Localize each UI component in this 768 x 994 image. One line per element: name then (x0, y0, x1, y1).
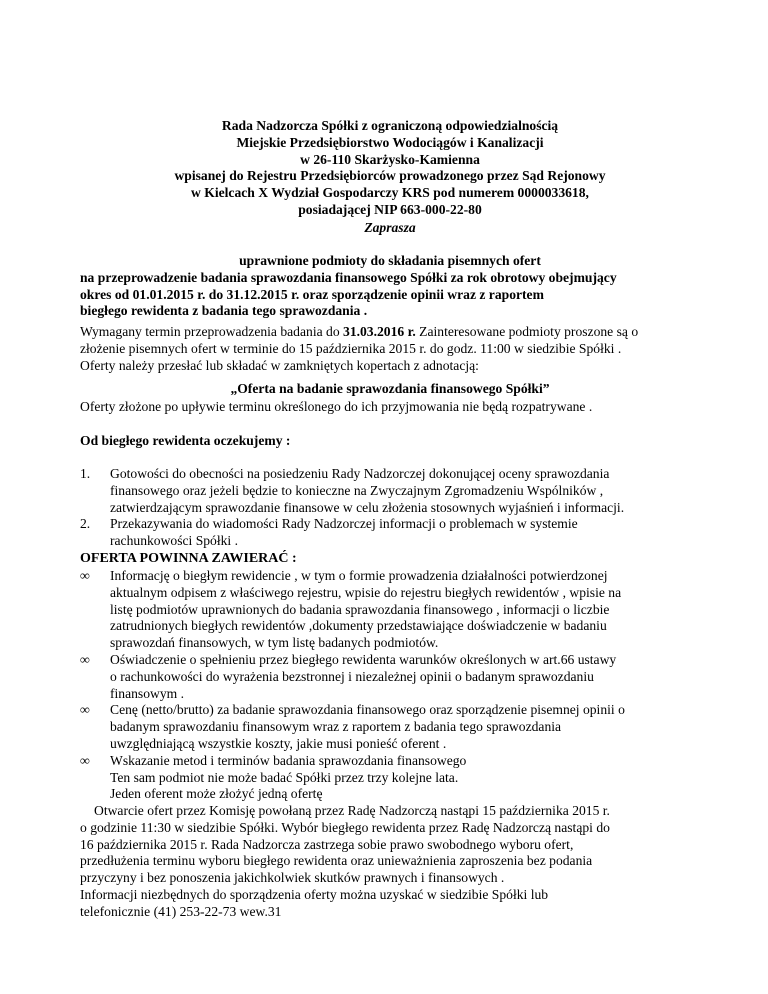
issuer-header (80, 118, 700, 219)
infinity-bullet-icon: ∞ (80, 752, 90, 768)
list-line: Przekazywania do wiadomości Rady Nadzorczej informacji o problemach w systemie (110, 516, 578, 532)
invite-line: uprawnione podmioty do składania pisemnych ofert (239, 253, 541, 268)
list-line: uwzględniającą wszystkie koszty, jakie musi ponieść oferent . (110, 735, 447, 751)
deadline-line: Oferty należy przesłać lub składać w zamkniętych kopertach z adnotacją: (80, 357, 479, 373)
deadline-text: Wymagany termin przeprowadzenia badania do (80, 324, 344, 339)
closing-line: przyczyny i bez ponoszenia jakichkolwiek skutków prawnych i finansowych . (80, 870, 505, 886)
list-line: zatwierdzającym sprawozdanie finansowe w celu złożenia stosownych wyjaśnień i informacji. (110, 499, 625, 515)
invites-label: Zaprasza (364, 220, 416, 235)
infinity-bullet-icon: ∞ (80, 702, 90, 718)
list-line: Cenę (netto/brutto) za badanie sprawozdania finansowego oraz sporządzenie pisemnej opinii o (110, 702, 625, 718)
list-line: listę podmiotów uprawnionych do badania sprawozdania finansowego , informacji o liczbie (110, 601, 610, 617)
offer-requirements-list (80, 568, 700, 803)
expectations-heading: Od biegłego rewidenta oczekujemy : (80, 433, 291, 448)
infinity-bullet-icon: ∞ (80, 568, 90, 583)
header-line: w 26-110 Skarżysko-Kamienna (300, 151, 480, 167)
closing-line: przedłużenia terminu wyboru biegłego rewidenta oraz unieważnienia zaproszenia bez podania (80, 853, 593, 869)
list-line: finansowego oraz jeżeli będzie to konieczne na Zwyczajnym Zgromadzeniu Wspólników , (110, 482, 604, 498)
closing-line: Otwarcie ofert przez Komisję powołaną przez Radę Nadzorczą nastąpi 15 października 2015 r. (94, 803, 610, 818)
header-line: w Kielcach X Wydział Gospodarczy KRS pod numerem 0000033618, (191, 185, 589, 201)
list-line: Informację o biegłym rewidencie , w tym o formie prowadzenia działalności potwierdzonej (110, 568, 608, 583)
list-line: Oświadczenie o spełnieniu przez biegłego rewidenta warunków określonych w art.66 ustawy (110, 651, 617, 667)
list-line: Jeden oferent może złożyć jedną ofertę (110, 786, 323, 802)
closing-paragraph (80, 803, 700, 921)
list-line: aktualnym odpisem z właściwego rejestru, wpisie do rejestru biegłych rewidentów , wpisie na (110, 584, 622, 600)
list-line: Wskazanie metod i terminów badania sprawozdania finansowego (110, 752, 467, 768)
infinity-bullet-icon: ∞ (80, 651, 90, 667)
offer-contents-heading: OFERTA POWINNA ZAWIERAĆ : (80, 551, 297, 566)
list-item (80, 516, 700, 550)
late-offers-note: Oferty złożone po upływie terminu określonego do ich przyjmowania nie będą rozpatrywane . (80, 399, 593, 414)
list-item (80, 466, 700, 516)
list-line: rachunkowości Spółki . (110, 533, 238, 549)
header-line: Rada Nadzorcza Spółki z ograniczoną odpowiedzialnością (221, 118, 559, 133)
list-line: zatrudnionych biegłych rewidentów ,dokumenty przedstawiające doświadczenie w badaniu (110, 618, 607, 634)
list-line: badanym sprawozdaniu finansowym wraz z raportem z badania tego sprawozdania (110, 719, 562, 735)
list-line: o rachunkowości do wyrażenia bezstronnej i niezależnej opinii o badanym sprawozdaniu (110, 668, 594, 684)
header-line: wpisanej do Rejestru Przedsiębiorców prowadzonego przez Sąd Rejonowy (174, 168, 606, 184)
list-item (80, 652, 700, 702)
invitation-description (80, 253, 700, 320)
invite-line: okres od 01.01.2015 r. do 31.12.2015 r. oraz sporządzenie opinii wraz z raportem (80, 286, 544, 302)
list-number: 1. (80, 466, 91, 481)
header-line: posiadającej NIP 663-000-22-80 (298, 201, 482, 217)
list-item (80, 753, 700, 803)
closing-line: 16 października 2015 r. Rada Nadzorcza zastrzega sobie prawo swobodnego wyboru ofert, (80, 836, 574, 852)
list-number: 2. (80, 516, 91, 532)
list-line: Ten sam podmiot nie może badać Spółki przez trzy kolejne lata. (110, 769, 459, 785)
deadline-line: złożenie pisemnych ofert w terminie do 15 października 2015 r. do godz. 11:00 w siedzibie Spółki . (80, 340, 622, 356)
list-item (80, 702, 700, 752)
closing-line: Informacji niezbędnych do sporządzenia oferty można uzyskać w siedzibie Spółki lub (80, 886, 549, 902)
deadline-paragraph (80, 324, 700, 374)
header-line: Miejskie Przedsiębiorstwo Wodociągów i Kanalizacji (236, 134, 544, 150)
list-line: sprawozdań finansowych, w tym listę badanych podmiotów. (110, 635, 439, 651)
invite-line: na przeprowadzenie badania sprawozdania finansowego Spółki za rok obrotowy obejmujący (80, 269, 617, 285)
list-line: finansowym . (110, 685, 185, 701)
closing-line: o godzinie 11:30 w siedzibie Spółki. Wybór biegłego rewidenta przez Radę Nadzorczą nastąpi do (80, 819, 610, 835)
invite-line: biegłego rewidenta z badania tego sprawozdania . (80, 303, 368, 319)
list-line: Gotowości do obecności na posiedzeniu Rady Nadzorczej dokonującej oceny sprawozdania (110, 466, 610, 481)
deadline-text: Zainteresowane podmioty proszone są o (415, 324, 639, 339)
deadline-date: 31.03.2016 r. (343, 324, 416, 339)
offer-envelope-title: „Oferta na badanie sprawozdania finansowego Spółki” (230, 381, 550, 396)
contact-phone: telefonicznie (41) 253-22-73 wew.31 (80, 903, 282, 919)
list-item (80, 568, 700, 652)
expectations-list (80, 466, 700, 550)
